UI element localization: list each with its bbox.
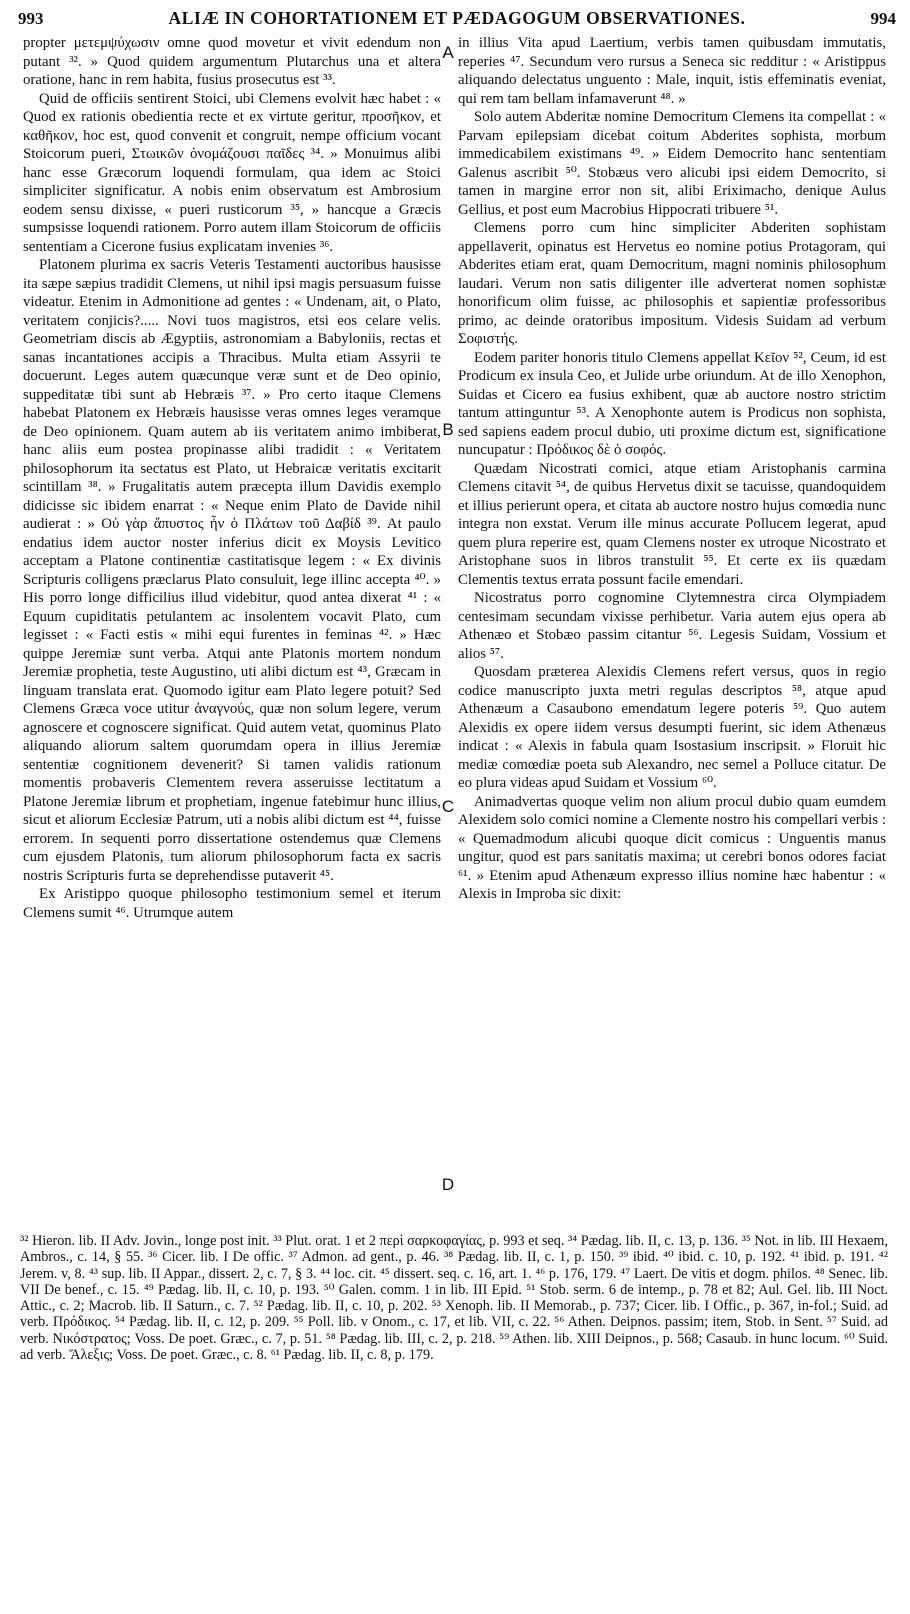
running-head [18, 8, 896, 34]
paragraph: Ex Aristippo quoque philosopho testimonium semel et iterum Clemens sumit ⁴⁶. Utrumque autem [23, 886, 441, 921]
paragraph: Eodem pariter honoris titulo Clemens appellat Κεῖον ⁵², Ceum, id est Prodicum ex insula Ceo, et Julide urbe oriundum. At de illo Xenophon, Suidas et Cicero ea fusius exhibent, quæ ab auctore nostro strictim tantum attinguntur ⁵³. A Xenophonte autem is Prodicus non sophista, sed sapiens eadem procul dubio, uti proxime dictum est, significatione nuncupatur : Πρόδικος δὲ ὁ σοφός. [458, 349, 886, 458]
footnotes [20, 1233, 888, 1363]
left-page-number: 993 [18, 9, 44, 28]
margin-letter-d: D [441, 1175, 455, 1194]
right-page-number: 994 [870, 9, 896, 28]
footnote-text: ³² Hieron. lib. II Adv. Jovin., longe post init. ³³ Plut. orat. 1 et 2 περὶ σαρκοφαγίας, p. 993 et seq. ³⁴ Pædag. lib. II, c. 13, p. 136. ³⁵ Not. in lib. III Hexaem, Ambros., c. 14, § 55. ³⁶ Cicer. lib. I De offic. ³⁷ Admon. ad gent., p. 46. ³⁸ Pædag. lib. II, c. 1, p. 150. ³⁹ ibid. ⁴⁰ ibid. c. 10, p. 192. ⁴¹ ibid. p. 191. ⁴² Jerem. v, 8. ⁴³ sup. lib. II Appar., dissert. 2, c. 7, § 3. ⁴⁴ loc. cit. ⁴⁵ dissert. seq. c. 16, art. 1. ⁴⁶ p. 176, 179. ⁴⁷ Laert. De vitis et dogm. philos. ⁴⁸ Senec. lib. VII De benef., c. 15. ⁴⁹ Pædag. lib. II, c. 10, p. 193. ⁵⁰ Galen. comm. 1 in lib. III Epid. ⁵¹ Stob. serm. 6 de intemp., p. 78 et 82; Aul. Gel. lib. III Noct. Attic., c. 2; Macrob. lib. II Saturn., c. 7. ⁵² Pædag. lib. II, c. 10, p. 202. ⁵³ Xenoph. lib. II Memorab., p. 737; Cicer. lib. I Offic., p. 367, in-fol.; Suid. ad verb. Πρόδικος. ⁵⁴ Pædag. lib. II, c. 12, p. 209. ⁵⁵ Poll. lib. v Onom., c. 17, et lib. VII, c. 22. ⁵⁶ Athen. Deipnos. passim; item, Stob. in Sent. ⁵⁷ Suid. ad verb. Νικόστρατος; Voss. De poet. Græc., c. 7, p. 51. ⁵⁸ Pædag. lib. III, c. 2, p. 218. ⁵⁹ Athen. lib. XIII Deipnos., p. 568; Casaub. in hunc locum. ⁶⁰ Suid. ad verb. Ἄλεξις; Voss. De poet. Græc., c. 8. ⁶¹ Pædag. lib. II, c. 8, p. 179. [20, 1233, 888, 1364]
paragraph: Quædam Nicostrati comici, atque etiam Aristophanis carmina Clemens citavit ⁵⁴, de quibus Hervetus dixit se tacuisse, quandoquidem et illius perierunt opera, et citata ab auctore nostro hujus comœdia nunc integra non exstat. Verum ille minus accurate Pollucem legerat, apud quem plura reperire est, quam Clemens noster ex utroque Nicostrato et Aristophane suos in libros transtulit ⁵⁵. Et certe ex iis quædam Clementis textus errata possunt facile emendari. [458, 460, 886, 588]
margin-letter-b: B [442, 420, 454, 439]
paragraph: Clemens porro cum hinc simpliciter Abderiten sophistam appellaverit, opinatus est Hervetus eo nomine potius Protagoram, qui Abderites etiam erat, quam Democritum, magni nominis philosophum laudari. Verum non satis diligenter ille adverterat nomen sophistæ honorificum olim fuisse, ac philosophis et sapientiæ professoribus primo, ac deinde oratoribus impositum. Videsis Suidam ad verbum Σοφιστής. [458, 220, 886, 347]
right-column [458, 34, 886, 904]
paragraph: Quosdam præterea Alexidis Clemens refert versus, quos in regio codice manuscripto juxta metri regulas descriptos ⁵⁸, atque apud Athenæum a Casaubono emendatum legere poteris ⁵⁹. Quo autem Alexidis ex opere iidem versus desumpti fuerint, sic idem Athenæus indicat : « Alexis in fabula quam Isostasium inscripsit. » Floruit hic mediæ comœdiæ poeta sub Alexandro, nec semel a Polluce citatur. De eo plura videas apud Suidam et Vossium ⁶⁰. [458, 664, 886, 791]
paragraph: Nicostratus porro cognomine Clytemnestra circa Olympiadem centesimam secundam vixisse perhibetur. Varia autem ejus opera ab Athenæo et Stobæo passim citantur ⁵⁶. Legesis Suidam, Vossium et alios ⁵⁷. [458, 590, 886, 662]
margin-letter-a: A [442, 43, 454, 62]
paragraph: propter μετεμψύχωσιν omne quod movetur et vivit edendum non putant ³². » Quod quidem argumentum Plutarchus una et altera oratione, hanc in rem habita, fusius prosecutus est ³³. [23, 35, 441, 88]
paragraph: Solo autem Abderitæ nomine Democritum Clemens ita compellat : « Parvam epilepsiam dicebat coitum Abderites sophista, morbum immedicabilem existimans ⁴⁹. » Eidem Democrito hanc sententiam Galenus ascribit ⁵⁰. Stobæus vero alicubi ipsi eidem Democrito, si tamen in margine error non sit, alibi Eriximacho, denique Aulus Gellius, et post eum Macrobius Hippocrati tribuere ⁵¹. [458, 109, 886, 218]
running-title: ALIÆ IN COHORTATIONEM ET PÆDAGOGUM OBSERVATIONES. [168, 8, 746, 28]
paragraph: Platonem plurima ex sacris Veteris Testamenti auctoribus hausisse ita sæpe sæpius tradidit Clemens, ut nihil ipsi magis persuasum fuisse videatur. Etenim in Admonitione ad gentes : « Undenam, ait, o Plato, veritatem conjicis?..... Novi tuos magistros, etsi eos celare velis. Geometriam discis ab Ægyptiis, astronomiam a Babyloniis, rectas et sanas incantationes accipis a Thracibus. Multa etiam Assyrii te docuerunt. Leges autem quæcunque veræ sunt et de Deo opinio, suppeditatæ tibi sunt ab Hebræis ³⁷. » Pro certo itaque Clemens habebat Platonem ex Hebræis hausisse veras omnes leges veramque de Deo opinionem. Quam autem ab iis veritatem animo imbiberat, hanc aliis eum postea propinasse alibi tradidit : « Veritatem philosophorum ita sectatus est Plato, ut Hebraicæ veritatis excitarit scintillam ³⁸. » Frugalitatis autem præcepta illum Davidis exemplo didicisse sic ibidem enarrat : « Neque enim Plato de Davide nihil audierat : » Οὐ γὰρ ἄπυστος ἦν ὁ Πλάτων τοῦ Δαβίδ ³⁹. At paulo endatius idem auctor noster inferius dicit ex Moysis Levitico acceptam a Platone continentiæ castitatisque legem : « Ex divinis Scripturis colligens præclarus Plato consuluit, lege illinc accepta ⁴⁰. » His porro longe difficilius illud videbitur, quod antea dixerat ⁴¹ : « Equum cupiditatis petulantem ac insolentem vocavit Plato, cum legisset : « Facti estis « mihi equi furentes in feminas ⁴². » Hæc quippe Jeremiæ sunt verba. Atqui ante Platonis mortem nondum Jeremiæ prophetia, teste Augustino, uti alibi dictum est ⁴³, Græcam in linguam translata erat. Quomodo igitur eam Plato legere potuit? Sed Clemens Græca voce utitur ἀναγνούς, quæ non solum legere, verum agnoscere et cognoscere significat. Quid autem vetat, quominus Plato aliquando aliorum saltem quorumdam opera in illius Jeremiæ sententiæ cognitionem devenerit? Si tamen validis rationum momentis probaveris Clementem revera asseruisse lectitatum a Platone Jeremiæ librum et prophetiam, ingenue fatebimur hunc illius, sicut et aliorum Ecclesiæ Patrum, uti a nobis alibi dictum est ⁴⁴, fuisse errorem. In sequenti porro dissertatione ostendemus quæ Clemens cum ejusdem Platonis, tum aliorum philosophorum facta ex sacris nostris Scripturis furta se deprehendisse putaverit ⁴⁵. [23, 257, 441, 884]
paragraph: Animadvertas quoque velim non alium procul dubio quam eumdem Alexidem solo comici nomine a Clemente nostro his compellari verbis : « Quemadmodum alicubi quoque dicit comicus : Unguentis manus ungitur, quod est pars sanitatis maxima; ut cerebri bonos odores faciat ⁶¹. » Etenim apud Athenæum expresso illius nomine hæc habentur : « Alexis in Improba sic dixit: [458, 793, 886, 902]
margin-letter-c: C [441, 797, 455, 816]
paragraph: in illius Vita apud Laertium, verbis tamen quibusdam immutatis, reperies ⁴⁷. Secundum vero rursus a Seneca sic redditur : « Aristippus aliquando delectatus unguento : Male, inquit, istis effeminatis eveniat, qui rem tam bellam infamaverunt ⁴⁸. » [458, 35, 886, 107]
left-column [23, 34, 441, 922]
paragraph: Quid de officiis sentirent Stoici, ubi Clemens evolvit hæc habet : « Quod ex rationis obedientia recte et ex virtute geritur, προσῆκον, et καθῆκον, hoc est, quod convenit et congruit, nempe officium vocant Stoicorum pueri, Στωικῶν ὀνομάζουσι παῖδες ³⁴. » Monuimus alibi hanc esse Græcorum loquendi formulam, qua idem ac Stoici simpliciter significatur. A nobis enim observatum est Ambrosium eodem sensu dixisse, « pueri rusticorum ³⁵, » hancque a Græcis sumpsisse loquendi rationem. Porro autem illam Stoicorum de officiis sententiam a Cicerone fusius explicatam invenies ³⁶. [23, 90, 441, 255]
